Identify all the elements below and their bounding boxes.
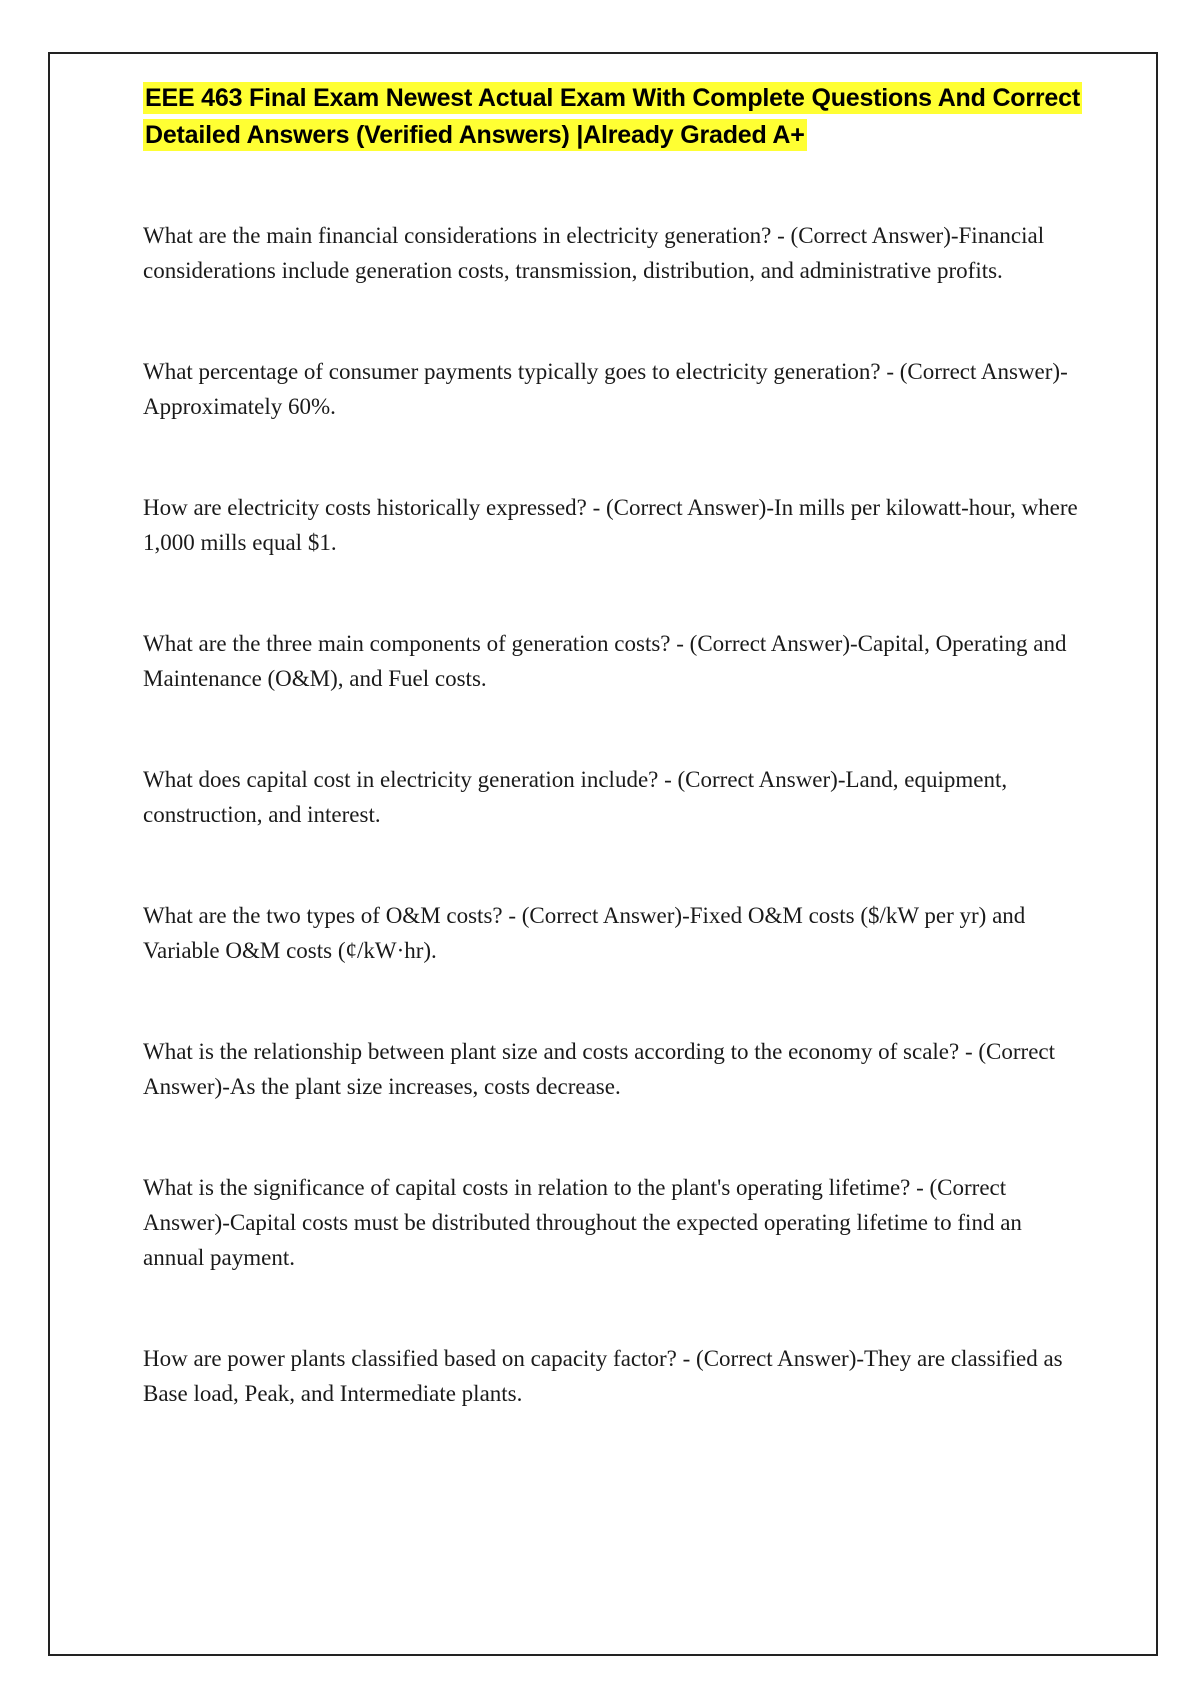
qa-item-1: What are the main financial considerations in electricity generation? - (Correct Answer)-Financial considerations include generation costs, transmission, distribution, and administrative profits.	[143, 223, 1045, 283]
title-line-2: Detailed Answers (Verified Answers) |Already Graded A+	[145, 121, 805, 149]
qa-item-7: What is the relationship between plant size and costs according to the economy of scale? - (Correct Answer)-As the plant size increases, costs decrease.	[143, 1039, 1056, 1099]
qa-item-5: What does capital cost in electricity generation include? - (Correct Answer)-Land, equipment, construction, and interest.	[143, 767, 1008, 827]
qa-item-8: What is the significance of capital costs in relation to the plant's operating lifetime? - (Correct Answer)-Capital costs must be distributed throughout the expected operating lifetime to find an annual payment.	[143, 1175, 1022, 1270]
qa-item-6: What are the two types of O&M costs? - (Correct Answer)-Fixed O&M costs ($/kW per yr) and Variable O&M costs (¢/kW·hr).	[143, 903, 1026, 963]
document-page	[48, 52, 1158, 1656]
qa-item-3: How are electricity costs historically expressed? - (Correct Answer)-In mills per kilowatt-hour, where 1,000 mills equal $1.	[143, 495, 1078, 555]
document-content	[143, 80, 1103, 1411]
qa-item-4: What are the three main components of generation costs? - (Correct Answer)-Capital, Operating and Maintenance (O&M), and Fuel costs.	[143, 631, 1067, 691]
qa-item-2: What percentage of consumer payments typically goes to electricity generation? - (Correct Answer)-Approximately 60%.	[143, 359, 1068, 419]
title-line-1: EEE 463 Final Exam Newest Actual Exam With Complete Questions And Correct	[145, 84, 1080, 112]
document-title	[143, 80, 1103, 154]
qa-item-9: How are power plants classified based on capacity factor? - (Correct Answer)-They are classified as Base load, Peak, and Intermediate plants.	[143, 1346, 1063, 1406]
